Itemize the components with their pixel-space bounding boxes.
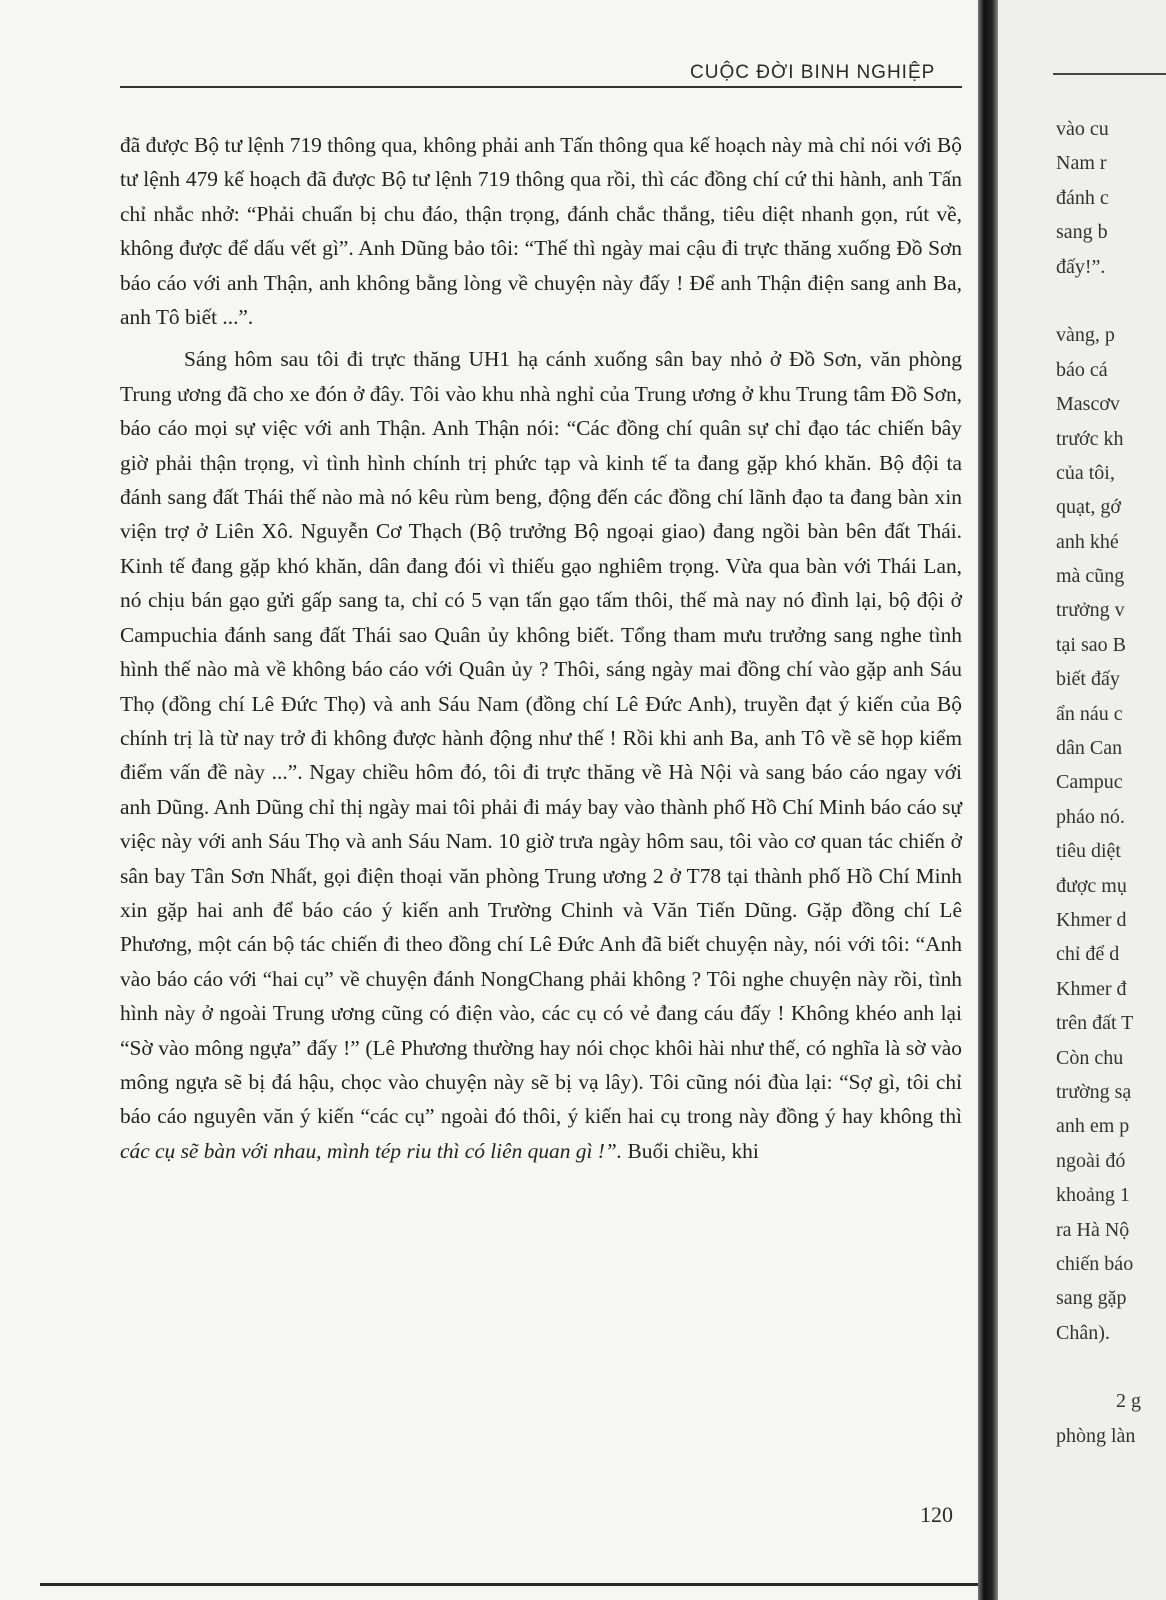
right-line: anh em p	[1056, 1115, 1130, 1138]
right-line: khoảng 1	[1056, 1184, 1130, 1207]
right-line: sang b	[1056, 221, 1108, 244]
right-line: vào cu	[1056, 118, 1109, 140]
right-line: chỉ để d	[1056, 943, 1120, 966]
paragraph-2-italic: các cụ sẽ bàn với nhau, mình tép riu thì có liên quan gì !”.	[120, 1138, 623, 1163]
paragraph-2-end: Buổi chiều, khi	[622, 1138, 759, 1163]
right-line: Mascơv	[1056, 393, 1120, 416]
page-number: 120	[920, 1502, 953, 1527]
right-line: ẩn náu c	[1056, 702, 1123, 725]
right-line: Còn chu	[1056, 1046, 1124, 1069]
right-gap	[1056, 1350, 1166, 1384]
right-line: được mụ	[1056, 874, 1127, 897]
right-line: báo cá	[1056, 358, 1108, 381]
right-line: Khmer d	[1056, 908, 1127, 931]
paragraph-2	[120, 342, 962, 1168]
right-page-text	[1056, 112, 1166, 1453]
right-header-rule	[1053, 73, 1166, 75]
right-line: anh khé	[1056, 530, 1119, 553]
right-page-partial	[998, 0, 1166, 1600]
right-line: ngoài đó	[1056, 1149, 1126, 1172]
right-line: sang gặp	[1056, 1287, 1127, 1310]
running-header: CUỘC ĐỜI BINH NGHIỆP	[690, 62, 936, 83]
right-line: trước kh	[1056, 427, 1124, 450]
body-text	[120, 128, 962, 1168]
right-line: Khmer đ	[1056, 977, 1127, 1000]
right-line: ra Hà Nộ	[1056, 1218, 1130, 1241]
header-rule	[120, 86, 962, 88]
right-line: biết đấy	[1056, 668, 1120, 691]
right-line: dân Can	[1056, 737, 1123, 760]
right-line: Chân).	[1056, 1321, 1110, 1344]
right-line: Nam r	[1056, 152, 1107, 175]
book-binding-shadow	[978, 0, 998, 1600]
right-line: quạt, gớ	[1056, 496, 1122, 519]
right-line: mà cũng	[1056, 565, 1125, 588]
right-gap	[1056, 284, 1166, 318]
right-line: Campuc	[1056, 771, 1123, 794]
right-line: pháo nó.	[1056, 805, 1125, 828]
right-line: tại sao B	[1056, 633, 1126, 656]
right-line: vàng, p	[1056, 324, 1115, 347]
right-line: đánh c	[1056, 186, 1109, 209]
right-line: đấy!”.	[1056, 255, 1106, 278]
right-line: chiến báo	[1056, 1252, 1134, 1275]
right-line: trưởng v	[1056, 599, 1125, 622]
right-line: trường sạ	[1056, 1080, 1132, 1103]
right-line: 2 g	[1116, 1390, 1141, 1413]
paragraph-2-main: Sáng hôm sau tôi đi trực thăng UH1 hạ cánh xuống sân bay nhỏ ở Đồ Sơn, văn phòng Trung ương đã cho xe đón ở đây. Tôi vào khu nhà nghỉ của Trung ương ở khu Trung tâm Đồ Sơn, báo cáo mọi sự việc với anh Thận. Anh Thận nói: “Các đồng chí quân sự chỉ đạo tác chiến bây giờ phải thận trọng, vì tình hình chính trị phức tạp và kinh tế ta đang gặp khó khăn. Bộ đội ta đánh sang đất Thái thế nào mà nó kêu rùm beng, động đến các đồng chí lãnh đạo ta đang bàn xin viện trợ ở Liên Xô. Nguyễn Cơ Thạch (Bộ trưởng Bộ ngoại giao) đang ngồi bàn bên đất Thái. Kinh tế đang gặp khó khăn, dân đang đói vì thiếu gạo nghiêm trọng. Vừa qua bàn với Thái Lan, nó chịu bán gạo gửi gấp sang ta, chỉ có 5 vạn tấn gạo tấm thôi, thế mà nay nó đình lại, bộ đội ở Campuchia đánh sang đất Thái sao Quân ủy không biết. Tổng tham mưu trưởng sang nghe tình hình thế nào mà về không báo cáo với Quân ủy ? Thôi, sáng ngày mai đồng chí vào gặp anh Sáu Thọ (đồng chí Lê Đức Thọ) và anh Sáu Nam (đồng chí Lê Đức Anh), truyền đạt ý kiến của Bộ chính trị là từ nay trở đi không được hành động như thế ! Rồi khi anh Ba, anh Tô về sẽ họp kiểm điểm vấn đề này ...”. Ngay chiều hôm đó, tôi đi trực thăng về Hà Nội và sang báo cáo ngay với anh Dũng. Anh Dũng chỉ thị ngày mai tôi phải đi máy bay vào thành phố Hồ Chí Minh báo cáo sự việc này với anh Sáu Thọ và anh Sáu Nam. 10 giờ trưa ngày hôm sau, tôi vào cơ quan tác chiến ở sân bay Tân Sơn Nhất, gọi điện thoại văn phòng Trung ương 2 ở T78 tại thành phố Hồ Chí Minh xin gặp hai anh để báo cáo ý kiến anh Trường Chinh và Văn Tiến Dũng. Gặp đồng chí Lê Phương, một cán bộ tác chiến đi theo đồng chí Lê Đức Anh đã biết chuyện này, nói với tôi: “Anh vào báo cáo với “hai cụ” về chuyện đánh NongChang phải không ? Tôi nghe chuyện này rồi, tình hình này ở ngoài Trung ương cũng có điện vào, các cụ có vẻ đang cáu đấy ! Không khéo anh lại “Sờ vào mông ngựa” đấy !” (Lê Phương thường hay nói chọc khôi hài như thế, có nghĩa là sờ vào mông ngựa sẽ bị đá hậu, chọc vào chuyện này sẽ bị vạ lây). Tôi cũng nói đùa lại: “Sợ gì, tôi chỉ báo cáo nguyên văn ý kiến “các cụ” ngoài đó thôi, ý kiến hai cụ trong này đồng ý hay không thì	[120, 347, 962, 1129]
footer-rule	[40, 1583, 990, 1586]
right-line: phòng làn	[1056, 1424, 1136, 1447]
paragraph-1: đã được Bộ tư lệnh 719 thông qua, không phải anh Tấn thông qua kế hoạch này mà chỉ nói với Bộ tư lệnh 479 kế hoạch đã được Bộ tư lệnh 719 thông qua rồi, thì các đồng chí cứ thi hành, anh Tấn chỉ nhắc nhở: “Phải chuẩn bị chu đáo, thận trọng, đánh chắc thắng, tiêu diệt nhanh gọn, rút về, không được để dấu vết gì”. Anh Dũng bảo tôi: “Thế thì ngày mai cậu đi trực thăng xuống Đồ Sơn báo cáo với anh Thận, anh không bằng lòng về chuyện này đấy ! Để anh Thận điện sang anh Ba, anh Tô biết ...”.	[120, 133, 962, 330]
right-line: tiêu diệt	[1056, 840, 1121, 863]
right-line: của tôi,	[1056, 461, 1115, 484]
right-line: trên đất T	[1056, 1012, 1134, 1035]
